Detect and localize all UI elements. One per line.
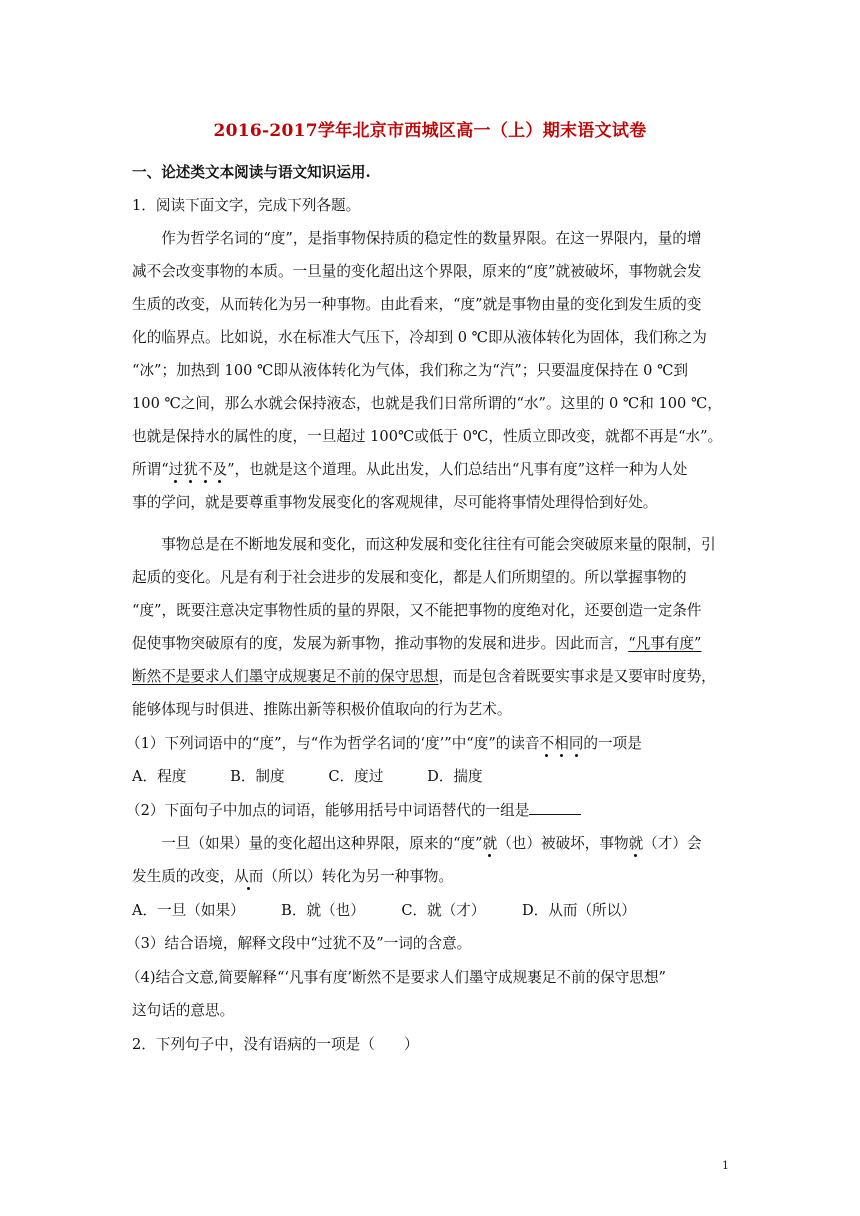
question-1-stem: 1．阅读下面文字，完成下列各题。 — [132, 197, 361, 214]
example-sentence-line — [132, 834, 732, 854]
dotted-char: 从而 — [234, 868, 264, 885]
dotted-char: 不 — [197, 461, 213, 478]
answer-options: A．一旦（如果） B．就（也） C．就（才） D．从而（所以） — [132, 902, 636, 919]
question-2-stem: 2．下列句子中，没有语病的一项是（ ） — [132, 1036, 419, 1053]
text-segment: ，而是包含着既要实事求是又要审时度势， — [438, 668, 716, 685]
underlined-phrase: “凡事有度” — [628, 635, 702, 652]
passage-line — [132, 634, 732, 654]
answer-options: A．程度 B．制度 C．度过 D．揣度 — [132, 768, 483, 785]
dotted-char: 犹 — [183, 461, 198, 478]
text-segment: （所以）转化为另一种事物。 — [263, 868, 454, 885]
passage-line: “度”，既要注意决定事物性质的量的界限，又不能把事物的度绝对化，还要创造一定条件 — [132, 602, 702, 619]
dotted-char: 不 — [539, 735, 555, 752]
dotted-char: 就 — [482, 835, 498, 852]
sub-question-3: （3）结合语境，解释文段中“过犹不及”一词的含意。 — [126, 935, 472, 952]
underlined-phrase: 断然不是要求人们墨守成规裹足不前的保守思想 — [132, 668, 439, 685]
passage-line: 起质的变化。凡是有利于社会进步的发展和变化，都是人们所期望的。所以掌握事物的 — [132, 569, 687, 586]
passage-line — [132, 460, 732, 480]
answer-blank[interactable] — [529, 800, 581, 815]
text-segment: （2）下面句子中加点的词语，能够用括号中词语替代的一组是 — [126, 802, 530, 819]
sub-question-1 — [126, 734, 726, 754]
passage-line: “冰”；加热到 100 ℃即从液体转化为气体，我们称之为“汽”；只要温度保持在 0 ℃到 — [132, 362, 689, 379]
dotted-char: 过 — [168, 461, 184, 478]
passage-line: 作为哲学名词的“度”，是指事物保持质的稳定性的数量界限。在这一界限内，量的增 — [132, 230, 702, 247]
text-segment: 所谓“ — [132, 461, 169, 478]
text-segment: （也）被破坏，事物 — [497, 835, 629, 852]
text-segment: （1）下列词语中的“度”，与“作为哲学名词的‘度’”中“度”的读音 — [126, 735, 540, 752]
dotted-char: 就 — [628, 835, 644, 852]
passage-line: 化的临界点。比如说，水在标准大气压下，冷却到 0 ℃即从液体转化为固体，我们称之为 — [132, 329, 707, 346]
dotted-char: 相 — [554, 735, 569, 752]
section-heading: 一、论述类文本阅读与语文知识运用. — [132, 164, 371, 181]
passage-line: 能够体现与时俱进、推陈出新等积极价值取向的行为艺术。 — [132, 701, 512, 718]
passage-line: 100 ℃之间，那么水就会保持液态，也就是我们日常所谓的“水”。这里的 0 ℃和 100 ℃， — [132, 395, 722, 412]
page-number: 1 — [722, 1159, 729, 1172]
passage-line: 事物总是在不断地发展和变化，而这种发展和变化往往有可能会突破原来量的限制，引 — [132, 536, 716, 553]
sub-question-4-continued: 这句话的意思。 — [132, 1002, 235, 1019]
passage-line: 也就是保持水的属性的度，一旦超过 100℃或低于 0℃，性质立即改变，就都不再是“水”。 — [132, 428, 723, 445]
passage-line: 生质的改变，从而转化为另一种事物。由此看来，“度”就是事物由量的变化到发生质的变 — [132, 296, 702, 313]
passage-line — [132, 667, 732, 687]
sub-question-4: （4)结合文意,简要解释“‘凡事有度’断然不是要求人们墨守成规裹足不前的保守思想” — [126, 969, 667, 986]
passage-line: 减不会改变事物的本质。一旦量的变化超出这个界限，原来的“度”就被破坏，事物就会发 — [132, 263, 702, 280]
sub-question-2 — [126, 800, 726, 821]
text-segment: 一旦（如果）量的变化超出这种界限，原来的“度” — [132, 835, 483, 852]
dotted-char: 及 — [212, 461, 228, 478]
text-segment: ”，也就是这个道理。从此出发，人们总结出“凡事有度”这样一种为人处 — [227, 461, 688, 478]
dotted-char: 同 — [568, 735, 584, 752]
text-segment: 促使事物突破原有的度，发展为新事物，推动事物的发展和进步。因此而言， — [132, 635, 629, 652]
passage-line: 事的学问，就是要尊重事物发展变化的客观规律，尽可能将事情处理得恰到好处。 — [132, 494, 658, 511]
example-sentence-line — [132, 867, 732, 887]
text-segment: 发生质的改变， — [132, 868, 235, 885]
text-segment: 的一项是 — [583, 735, 642, 752]
page-title: 2016-2017学年北京市西城区高一（上）期末语文试卷 — [213, 121, 647, 141]
text-segment: （才）会 — [643, 835, 702, 852]
